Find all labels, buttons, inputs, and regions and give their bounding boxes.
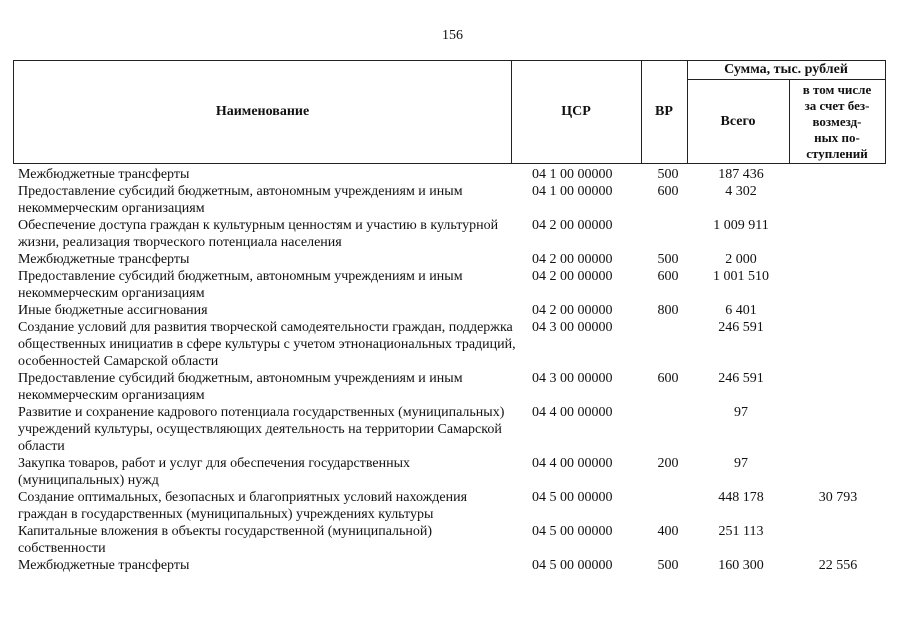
row-vr: 600 <box>657 184 679 199</box>
row-name: Межбюджетные трансферты <box>18 167 190 182</box>
table-row <box>18 557 886 574</box>
row-csr: 04 5 00 00000 <box>532 558 613 573</box>
column-header-csr: ЦСР <box>561 104 591 119</box>
row-csr: 04 1 00 00000 <box>532 184 613 199</box>
table-row <box>18 404 886 455</box>
row-csr: 04 3 00 00000 <box>532 371 613 386</box>
row-name: Предоставление субсидий бюджетным, автономным учреждениям и иным некоммерческим организациям <box>18 371 463 403</box>
row-name: Капитальные вложения в объекты государственной (муниципальной) собственности <box>18 524 433 556</box>
row-name: Закупка товаров, работ и услуг для обеспечения государственных (муниципальных) нужд <box>18 456 411 488</box>
table-row <box>18 268 886 302</box>
row-total: 187 436 <box>718 167 764 182</box>
row-name: Обеспечение доступа граждан к культурным ценностям и участию в культурной жизни, реализация творческого потенциала населения <box>18 218 499 250</box>
row-vr: 500 <box>657 558 679 573</box>
row-free: 30 793 <box>818 490 858 505</box>
row-csr: 04 2 00 00000 <box>532 252 613 267</box>
row-name: Межбюджетные трансферты <box>18 252 190 267</box>
table-row <box>18 523 886 557</box>
row-csr: 04 2 00 00000 <box>532 269 613 284</box>
row-csr: 04 2 00 00000 <box>532 303 613 318</box>
row-csr: 04 3 00 00000 <box>532 320 613 335</box>
header-free-line: в том числе <box>802 81 872 97</box>
row-vr: 600 <box>657 269 679 284</box>
row-free: 22 556 <box>818 558 858 573</box>
row-csr: 04 4 00 00000 <box>532 456 613 471</box>
row-vr: 500 <box>657 167 679 182</box>
table-row <box>18 183 886 217</box>
row-total: 251 113 <box>718 524 764 539</box>
row-csr: 04 1 00 00000 <box>532 167 613 182</box>
row-name: Предоставление субсидий бюджетным, автономным учреждениям и иным некоммерческим организациям <box>18 269 463 301</box>
row-total: 1 009 911 <box>713 218 769 233</box>
table-row <box>18 455 886 489</box>
header-free-line: за счет без- <box>804 97 870 113</box>
row-vr: 800 <box>657 303 679 318</box>
header-free-line: возмезд- <box>812 113 862 129</box>
table-row <box>18 489 886 523</box>
row-total: 2 000 <box>725 252 757 267</box>
row-total: 97 <box>734 405 748 420</box>
column-header-sum-group: Сумма, тыс. рублей <box>724 62 848 77</box>
table-row <box>18 319 886 370</box>
row-name: Межбюджетные трансферты <box>18 558 190 573</box>
row-total: 4 302 <box>725 184 757 199</box>
row-name: Развитие и сохранение кадрового потенциала государственных (муниципальных) учреждений культуры, осуществляющих деятельность на территории Самарской области <box>18 405 505 454</box>
row-vr: 500 <box>657 252 679 267</box>
row-name: Создание оптимальных, безопасных и благоприятных условий нахождения граждан в государственных (муниципальных) учреждениях культуры <box>18 490 468 522</box>
column-header-name: Наименование <box>215 104 310 119</box>
row-total: 1 001 510 <box>713 269 769 284</box>
row-vr: 400 <box>657 524 679 539</box>
row-vr: 200 <box>657 456 679 471</box>
row-total: 448 178 <box>718 490 764 505</box>
row-total: 6 401 <box>725 303 757 318</box>
column-header-total: Всего <box>720 113 756 129</box>
row-vr: 600 <box>657 371 679 386</box>
table-header <box>13 60 886 164</box>
table-body <box>18 166 886 574</box>
row-name: Иные бюджетные ассигнования <box>18 303 208 318</box>
column-header-free-receipts <box>789 80 885 163</box>
header-free-line: ных по- <box>814 129 860 145</box>
table-row <box>18 166 886 183</box>
page-number: 156 <box>442 28 463 43</box>
row-total: 160 300 <box>718 558 764 573</box>
row-name: Создание условий для развития творческой самодеятельности граждан, поддержка общественных инициатив в сфере культуры с учетом этнонациональных традиций, особенностей Самарской области <box>18 320 516 369</box>
row-csr: 04 2 00 00000 <box>532 218 613 233</box>
row-total: 246 591 <box>718 320 764 335</box>
header-free-line: ступлений <box>806 145 868 161</box>
table-row <box>18 251 886 268</box>
table-row <box>18 302 886 319</box>
column-header-vr: ВР <box>655 104 673 119</box>
row-total: 246 591 <box>718 371 764 386</box>
row-csr: 04 5 00 00000 <box>532 490 613 505</box>
table-row <box>18 370 886 404</box>
row-name: Предоставление субсидий бюджетным, автономным учреждениям и иным некоммерческим организациям <box>18 184 463 216</box>
table-row <box>18 217 886 251</box>
row-csr: 04 5 00 00000 <box>532 524 613 539</box>
row-total: 97 <box>734 456 748 471</box>
row-csr: 04 4 00 00000 <box>532 405 613 420</box>
